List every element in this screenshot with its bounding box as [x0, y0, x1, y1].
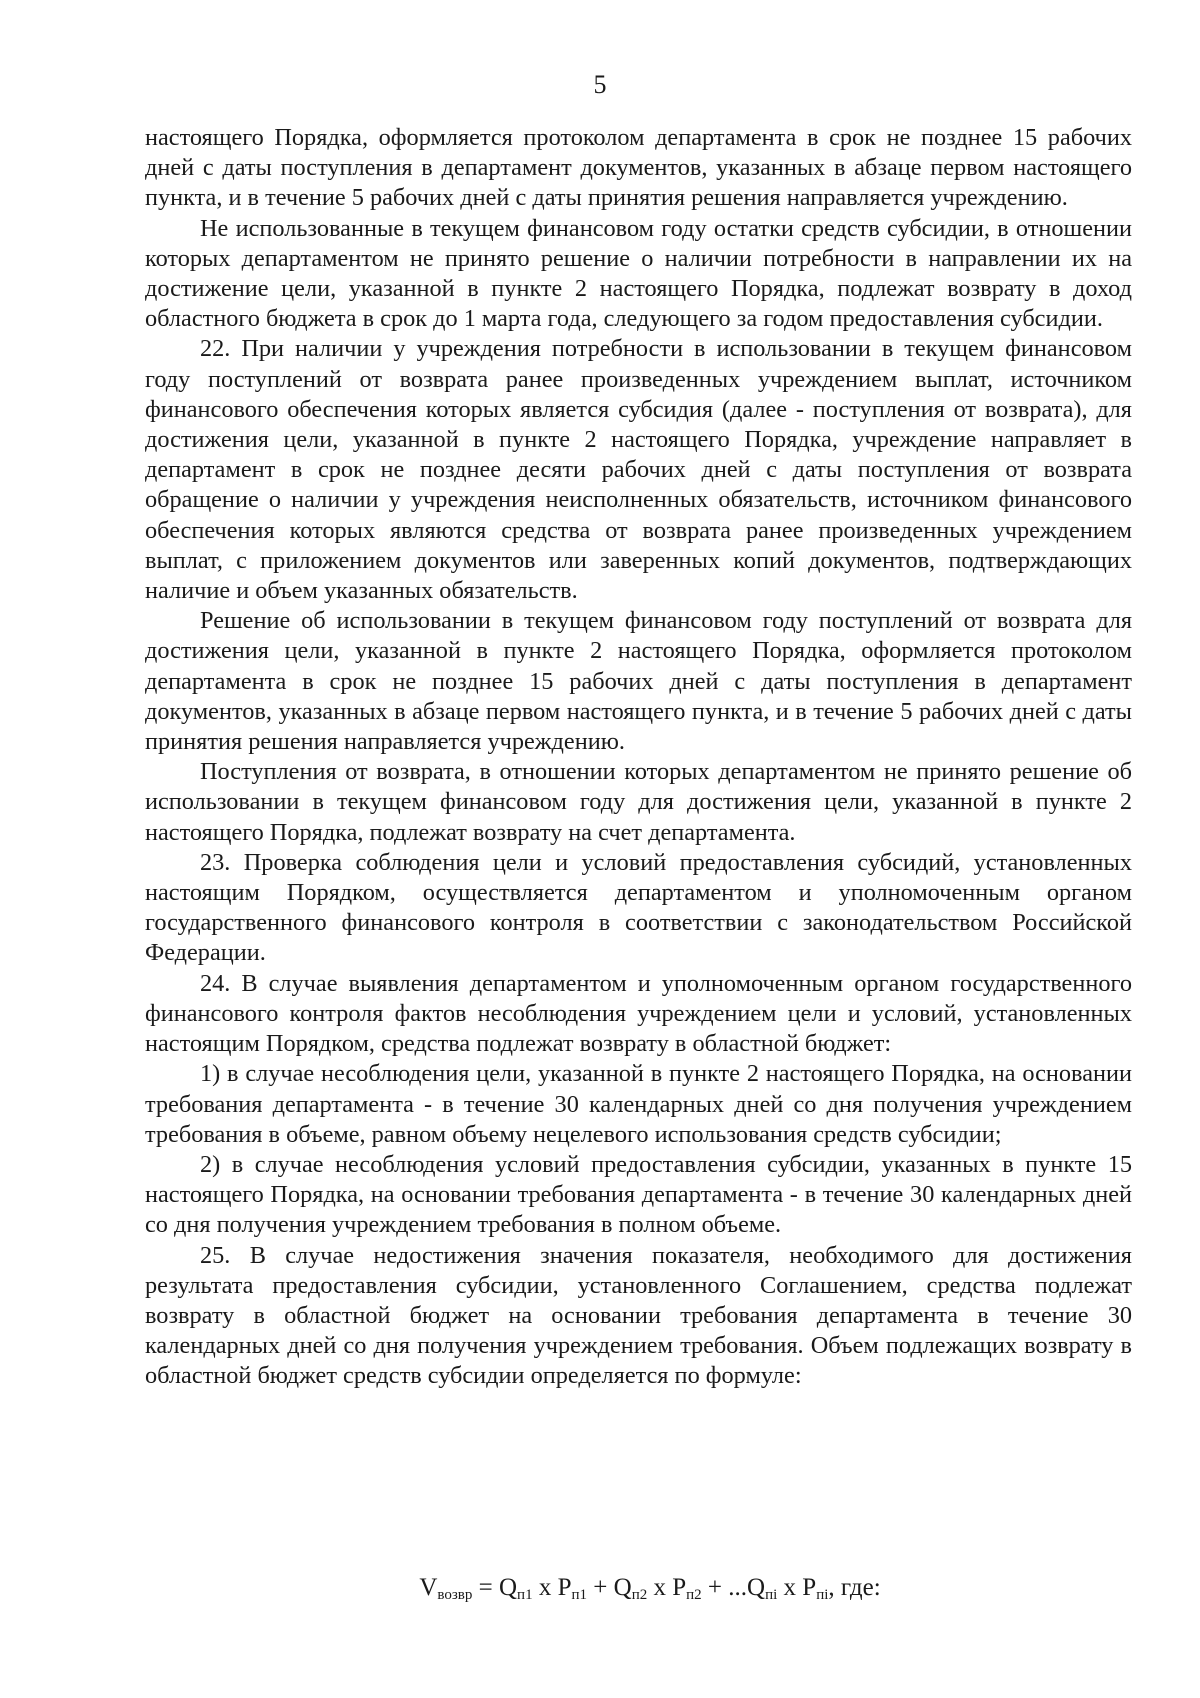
formula-p2-sub: п2 — [686, 1587, 702, 1603]
formula-p2: P — [672, 1574, 687, 1601]
return-volume-formula — [0, 1572, 1200, 1604]
paragraph-clause-24: 24. В случае выявления департаментом и уполномоченным органом государственного финансового контроля фактов несоблюдения учреждением цели и условий, установленных настоящим Порядком, средства подлежат возврату в областной бюджет: — [145, 969, 1132, 1058]
formula-v-sub: возвр — [437, 1587, 473, 1603]
page-number: 5 — [593, 70, 607, 99]
paragraph-continuation: настоящего Порядка, оформляется протоколом департамента в срок не позднее 15 рабочих дней с даты поступления в департамент документов, указанных в абзаце первом настоящего пункта, и в течение 5 рабочих дней с даты принятия решения направляется учреждению. — [145, 124, 1132, 212]
formula-q1-sub: п1 — [517, 1587, 533, 1603]
formula-p1: P — [557, 1574, 572, 1601]
paragraph-clause-24-item-1: 1) в случае несоблюдения цели, указанной в пункте 2 настоящего Порядка, на основании требования департамента - в течение 30 календарных дней со дня получения учреждением требования в объеме, равном объему нецелевого использования средств субсидии; — [145, 1060, 1132, 1148]
formula-plus1: + — [587, 1574, 614, 1601]
paragraph-unused-balances: Не использованные в текущем финансовом году остатки средств субсидии, в отношении которых департаментом не принято решение о наличии потребности в направлении их на достижение цели, указанной в пункте 2 настоящего Порядка, подлежат возврату в доход областного бюджета в срок до 1 марта года, следующего за годом предоставления субсидии. — [145, 214, 1132, 333]
formula-pi: P — [802, 1574, 817, 1601]
formula-q2-sub: п2 — [631, 1587, 648, 1603]
formula-plus2: + ... — [701, 1574, 748, 1601]
formula-pi-sub: пi — [816, 1587, 829, 1603]
paragraph-decision: Решение об использовании в текущем финансовом году поступлений от возврата для достижения цели, указанной в пункте 2 настоящего Порядка, оформляется протоколом департамента в срок не позднее 15 рабочих дней с даты поступления в департамент документов, указанных в абзаце первом настоящего пункта, и в течение 5 рабочих дней с даты принятия решения направляется учреждению. — [145, 607, 1132, 756]
paragraph-clause-23: 23. Проверка соблюдения цели и условий предоставления субсидий, установленных настоящим Порядком, осуществляется департаментом и уполномоченным органом государственного финансового контроля в соответствии с законодательством Российской Федерации. — [145, 848, 1132, 967]
formula-x2: x — [647, 1574, 673, 1601]
formula-qi: Q — [747, 1574, 766, 1601]
formula-tail: , где: — [828, 1574, 881, 1601]
paragraph-clause-22: 22. При наличии у учреждения потребности в использовании в текущем финансовом году поступлений от возврата ранее произведенных учреждением выплат, источником финансового обеспечения которых является субсидия (далее - поступления от возврата), для достижения цели, указанной в пункте 2 настоящего Порядка, учреждение направляет в департамент в срок не позднее десяти рабочих дней с даты поступления от возврата обращение о наличии у учреждения неисполненных обязательств, источником финансового обеспечения которых являются средства от возврата ранее произведенных учреждением выплат, с приложением документов или заверенных копий документов, подтверждающих наличие и объем указанных обязательств. — [145, 335, 1132, 605]
formula-eq: = — [472, 1574, 499, 1601]
formula-qi-sub: пi — [765, 1587, 778, 1603]
formula-x3: x — [777, 1574, 803, 1601]
paragraph-returns: Поступления от возврата, в отношении которых департаментом не принято решение об использовании в текущем финансовом году для достижения цели, указанной в пункте 2 настоящего Порядка, подлежат возврату на счет департамента. — [145, 758, 1132, 846]
formula-q1: Q — [498, 1574, 518, 1601]
paragraph-clause-25: 25. В случае недостижения значения показателя, необходимого для достижения результата предоставления субсидии, установленного Соглашением, средства подлежат возврату в областной бюджет на основании требования департамента в течение 30 календарных дней со дня получения учреждением требования. Объем подлежащих возврату в областной бюджет средств субсидии определяется по формуле: — [145, 1241, 1132, 1390]
formula-v: V — [419, 1574, 438, 1601]
formula-p1-sub: п1 — [571, 1587, 588, 1603]
paragraph-clause-24-item-2: 2) в случае несоблюдения условий предоставления субсидии, указанных в пункте 15 настоящего Порядка, на основании требования департамента - в течение 30 календарных дней со дня получения учреждением требования в полном объеме. — [145, 1150, 1132, 1239]
document-body — [145, 123, 1132, 1392]
formula-x1: x — [532, 1574, 558, 1601]
formula-q2: Q — [613, 1574, 632, 1601]
